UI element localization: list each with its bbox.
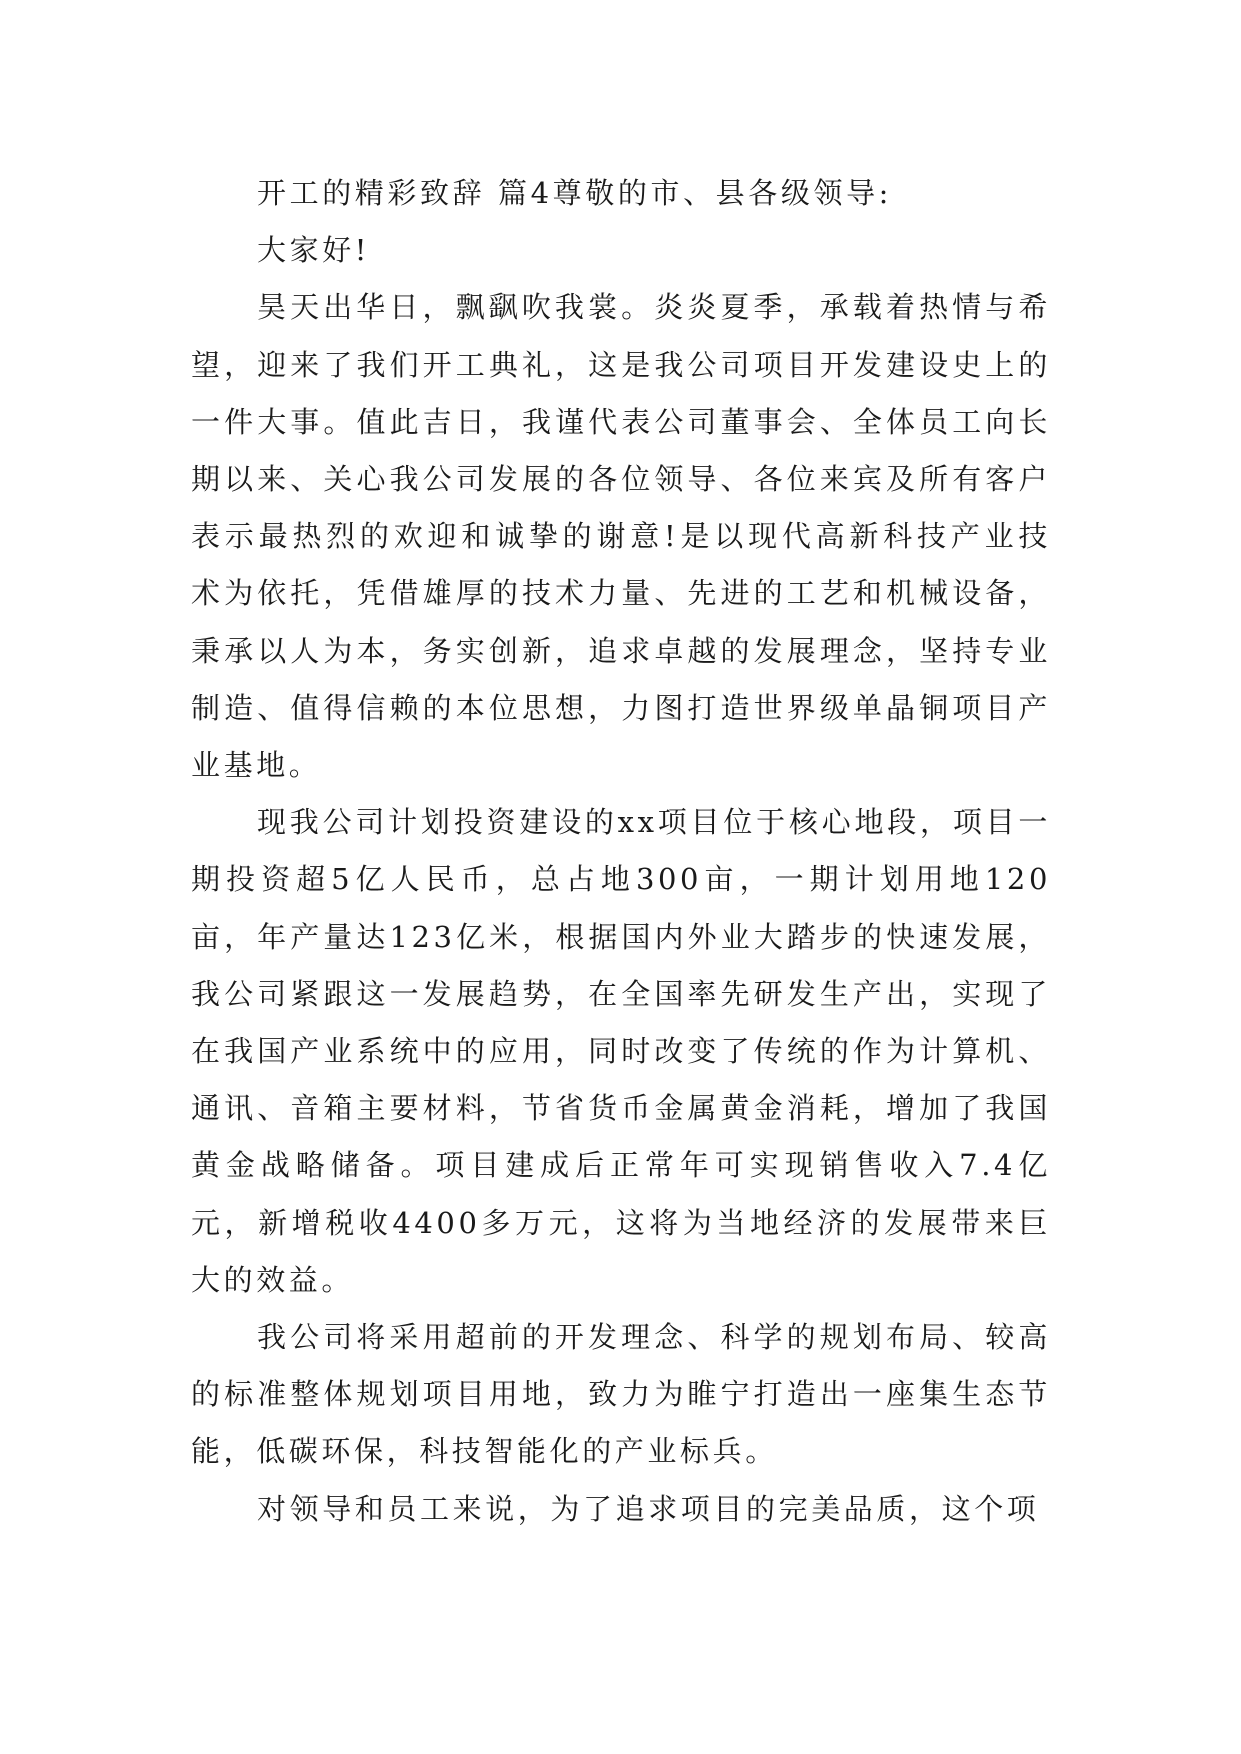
body-paragraph-4: 对领导和员工来说，为了追求项目的完美品质，这个项 [257, 1491, 1040, 1526]
body-paragraph-2: 现我公司计划投资建设的xx项目位于核心地段，项目一期投资超5亿人民币，总占地300亩，一期计划用地120亩，年产量达123亿米，根据国内外业大踏步的快速发展，我公司紧跟这一发展趋势，在全国率先研发生产出，实现了在我国产业系统中的应用，同时改变了传统的作为计算机、通讯、音箱主要材料，节省货币金属黄金消耗，增加了我国黄金战略储备。项目建成后正常年可实现销售收入7.4亿元，新增税收4400多万元，这将为当地经济的发展带来巨大的效益。 [191, 805, 1051, 1297]
document-heading-line: 开工的精彩致辞 篇4尊敬的市、县各级领导: [257, 176, 893, 210]
body-paragraph-3: 我公司将采用超前的开发理念、科学的规划布局、较高的标准整体规划项目用地，致力为睢宁打造出一座集生态节能，低碳环保，科技智能化的产业标兵。 [191, 1320, 1051, 1469]
document-body [191, 165, 1051, 1538]
body-paragraph-1: 昊天出华日，飘飖吹我裳。炎炎夏季，承载着热情与希望，迎来了我们开工典礼，这是我公司项目开发建设史上的一件大事。值此吉日，我谨代表公司董事会、全体员工向长期以来、关心我公司发展的各位领导、各位来宾及所有客户表示最热烈的欢迎和诚挚的谢意!是以现代高新科技产业技术为依托，凭借雄厚的技术力量、先进的工艺和机械设备，秉承以人为本，务实创新，追求卓越的发展理念，坚持专业制造、值得信赖的本位思想，力图打造世界级单晶铜项目产业基地。 [191, 290, 1051, 783]
greeting-paragraph: 大家好! [257, 233, 371, 268]
